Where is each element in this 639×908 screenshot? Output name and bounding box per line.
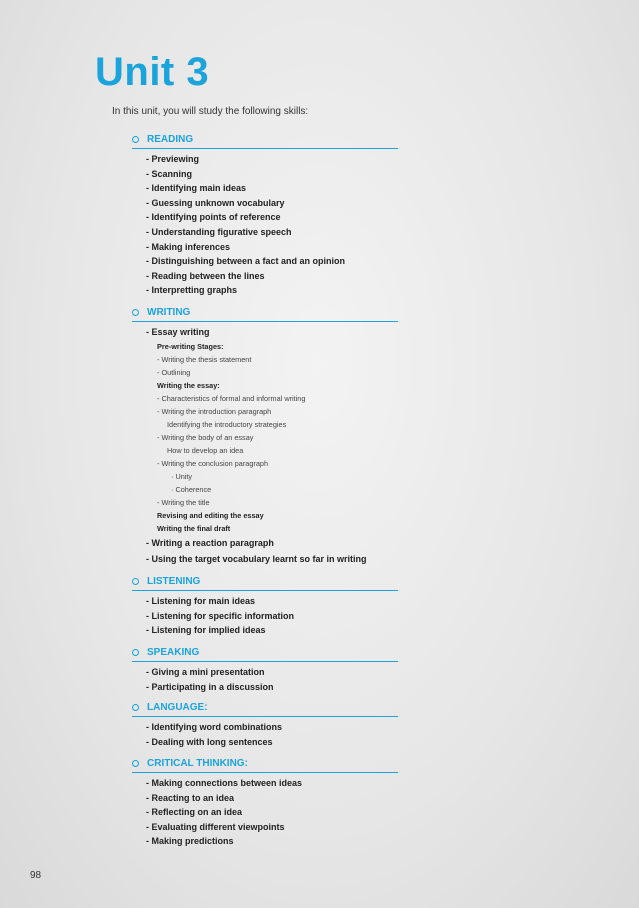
list-item: - Identifying main ideas xyxy=(146,183,247,194)
circle-bullet-icon xyxy=(132,649,139,656)
listening-section xyxy=(132,576,398,638)
sub-heading: Pre-writing Stages: xyxy=(157,341,224,351)
sub-heading: Revising and editing the essay xyxy=(157,510,264,520)
sub-item: - Outlining xyxy=(157,367,191,377)
listening-title: LISTENING xyxy=(147,576,201,587)
listening-header xyxy=(132,576,398,591)
list-item: - Using the target vocabulary learnt so far in writing xyxy=(146,553,367,564)
sub-sub-item: · Coherence xyxy=(171,484,212,494)
list-item: - Identifying word combinations xyxy=(146,722,282,732)
sub-sub-item: · Unity xyxy=(171,471,193,481)
list-item: - Essay writing xyxy=(146,327,210,337)
list-item: - Listening for main ideas xyxy=(146,596,256,606)
list-item: - Interpretting graphs xyxy=(146,285,238,296)
sub-item: - Writing the body of an essay xyxy=(157,432,254,442)
list-item: - Guessing unknown vocabulary xyxy=(146,197,285,208)
sub-sub-item: How to develop an idea xyxy=(167,445,244,455)
speaking-title: SPEAKING xyxy=(147,647,200,658)
sub-sub-item: Identifying the introductory strategies xyxy=(167,419,287,429)
reading-title: READING xyxy=(147,134,194,145)
list-item: - Previewing xyxy=(146,154,200,164)
list-item: - Reading between the lines xyxy=(146,270,265,281)
list-item: - Listening for specific information xyxy=(146,610,295,621)
list-item: - Participating in a discussion xyxy=(146,681,274,692)
critical-thinking-section xyxy=(132,758,398,849)
list-item: - Making connections between ideas xyxy=(146,778,303,788)
list-item: - Evaluating different viewpoints xyxy=(146,821,285,832)
critical-thinking-title: CRITICAL THINKING: xyxy=(147,758,248,769)
speaking-section xyxy=(132,647,398,694)
language-header xyxy=(132,702,398,717)
circle-bullet-icon xyxy=(132,136,139,143)
language-section xyxy=(132,702,398,749)
list-item: - Reacting to an idea xyxy=(146,792,235,803)
intro-text: In this unit, you will study the following skills: xyxy=(112,106,309,117)
sub-heading: Writing the essay: xyxy=(157,380,220,390)
sub-heading: Writing the final draft xyxy=(157,523,231,533)
circle-bullet-icon xyxy=(132,578,139,585)
circle-bullet-icon xyxy=(132,704,139,711)
page-number: 98 xyxy=(30,870,42,881)
list-item: - Dealing with long sentences xyxy=(146,736,273,747)
sub-item: - Writing the introduction paragraph xyxy=(157,406,272,416)
sub-item: - Writing the title xyxy=(157,497,210,507)
reading-header xyxy=(132,134,398,149)
speaking-header xyxy=(132,647,398,662)
list-item: - Identifying points of reference xyxy=(146,212,281,223)
unit-title: Unit 3 xyxy=(95,50,210,94)
list-item: - Writing a reaction paragraph xyxy=(146,537,274,548)
writing-header xyxy=(132,307,398,322)
sub-item: - Writing the thesis statement xyxy=(157,354,252,364)
sub-item: - Characteristics of formal and informal writing xyxy=(157,393,306,403)
list-item: - Understanding figurative speech xyxy=(146,226,292,237)
list-item: - Giving a mini presentation xyxy=(146,667,265,677)
list-item: - Listening for implied ideas xyxy=(146,625,266,636)
reading-section xyxy=(132,134,398,298)
list-item: - Distinguishing between a fact and an opinion xyxy=(146,256,346,267)
list-item: - Making inferences xyxy=(146,241,231,252)
circle-bullet-icon xyxy=(132,309,139,316)
list-item: - Scanning xyxy=(146,168,193,179)
sub-item: - Writing the conclusion paragraph xyxy=(157,458,268,468)
writing-title: WRITING xyxy=(147,307,191,318)
circle-bullet-icon xyxy=(132,760,139,767)
critical-thinking-header xyxy=(132,758,398,773)
list-item: - Reflecting on an idea xyxy=(146,807,243,818)
writing-section xyxy=(132,307,398,567)
list-item: - Making predictions xyxy=(146,836,234,847)
language-title: LANGUAGE: xyxy=(147,702,208,713)
